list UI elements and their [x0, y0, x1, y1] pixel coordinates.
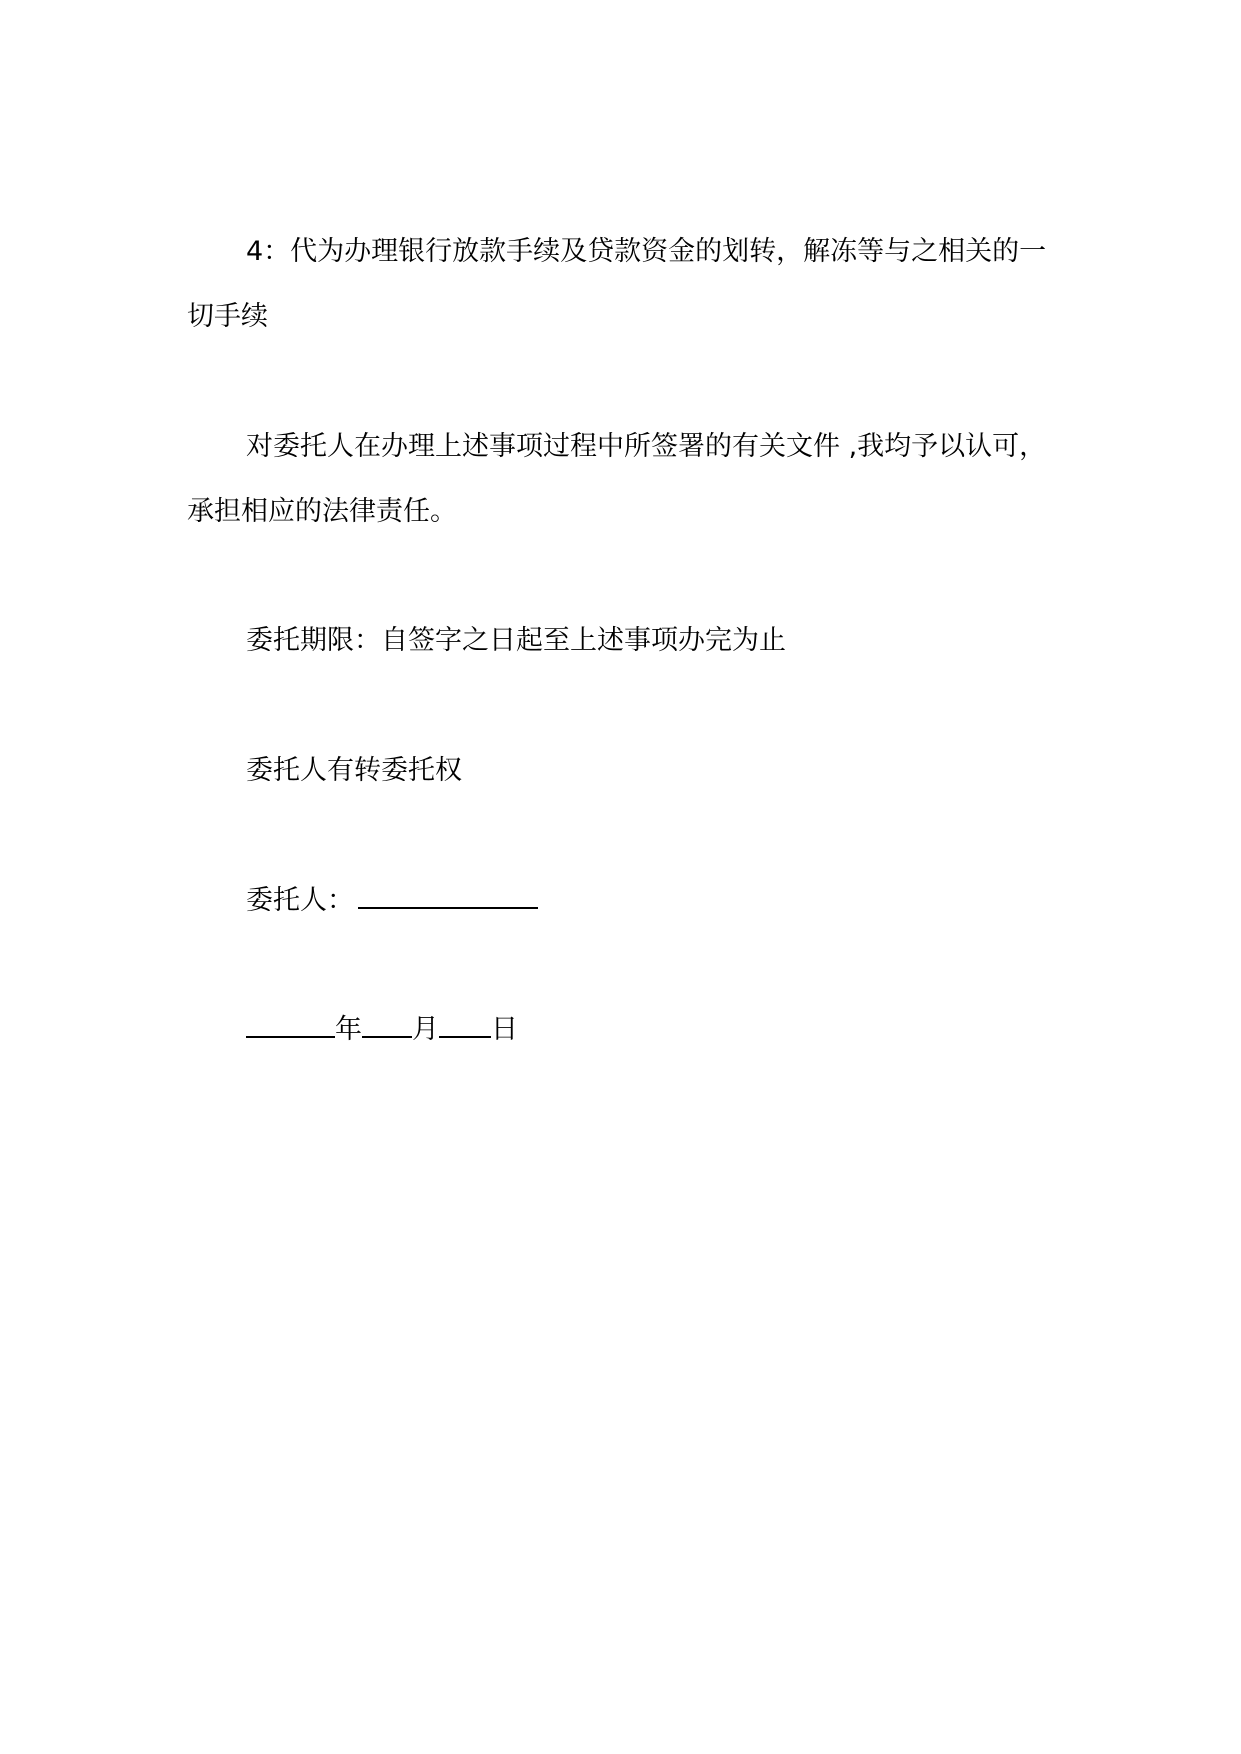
day-blank	[439, 1008, 491, 1038]
signer-line	[187, 868, 1057, 933]
paragraph-term: 委托期限：自签字之日起至上述事项办完为止	[246, 625, 786, 656]
paragraph-item-4: 4：代为办理银行放款手续及贷款资金的划转，解冻等与之相关的一切手续	[187, 236, 1047, 332]
year-blank	[246, 1008, 335, 1038]
signer-label: 委托人：	[246, 885, 354, 916]
paragraph-subdelegation: 委托人有转委托权	[246, 755, 462, 786]
signer-blank	[358, 879, 538, 909]
month-label: 月	[412, 1014, 439, 1045]
year-label: 年	[335, 1014, 362, 1045]
day-label: 日	[491, 1014, 518, 1045]
month-blank	[362, 1008, 412, 1038]
paragraph-recognition: 对委托人在办理上述事项过程中所签署的有关文件 ,我均予以认可，承担相应的法律责任。	[187, 431, 1047, 527]
date-line	[187, 997, 1057, 1062]
